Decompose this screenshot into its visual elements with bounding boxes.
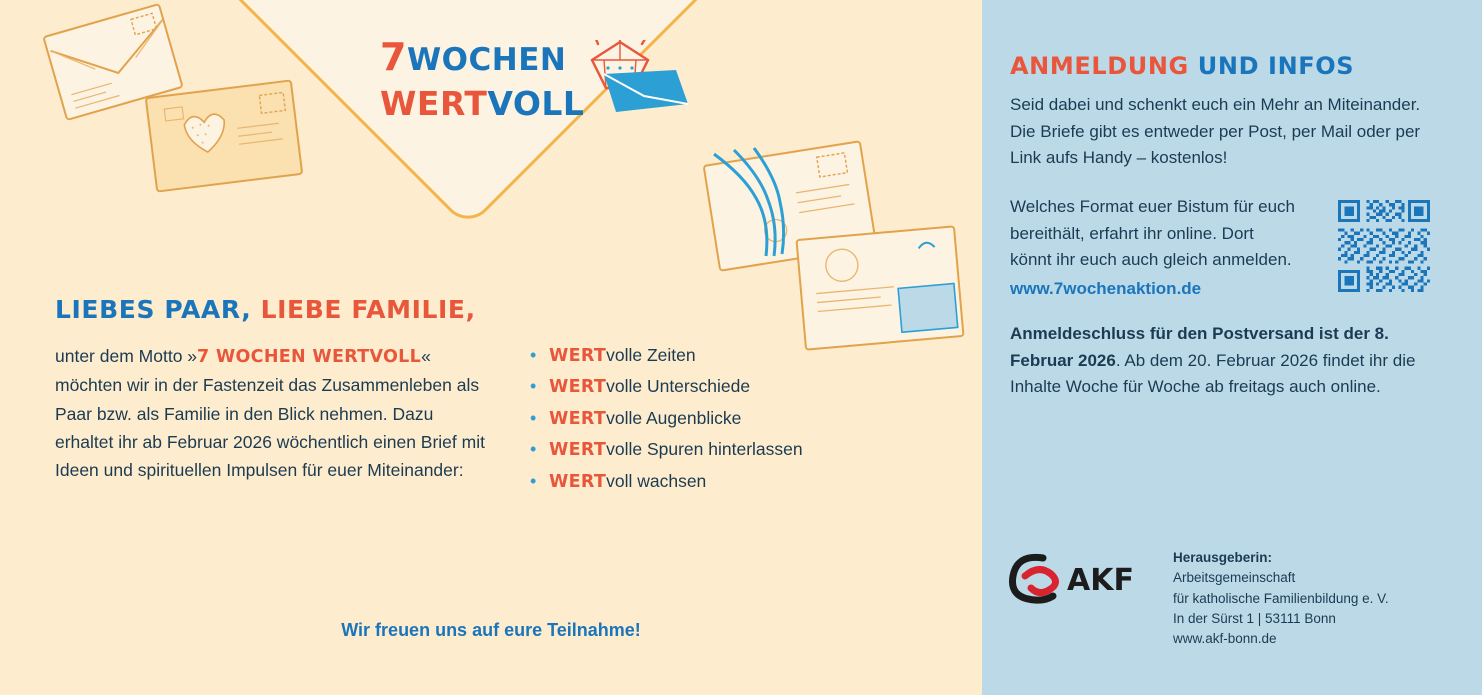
signup-title-blue: UND INFOS	[1197, 52, 1355, 80]
imprint-label: Herausgeberin:	[1173, 550, 1273, 565]
deadline-text	[1010, 321, 1450, 401]
bullet-rest: voll wachsen	[606, 470, 707, 491]
page-title-part2: LIEBE FAMILIE,	[260, 295, 476, 324]
list-item	[528, 436, 948, 464]
bullet-rest: volle Unterschiede	[606, 376, 751, 397]
deadline-bold: Anmeldeschluss für den Postversand ist der 8. Februar 2026	[1010, 323, 1389, 370]
intro-rest: möchten wir in der Fastenzeit das Zusammenleben als Paar bzw. als Familie in den Blick nehmen. Dazu erhaltet ihr ab Februar 2026 wöchentlich einen Brief mit Ideen und spirituellen Impulsen für euer Miteinander:	[55, 375, 485, 481]
deadline-rest: . Ab dem 20. Februar 2026 findet ihr die Inhalte Woche für Woche ab freitags auch online.	[1010, 350, 1416, 397]
bullet-bold: WERT	[549, 440, 607, 461]
akf-wordmark: AKF	[1067, 563, 1134, 598]
diamond-envelope-icon	[580, 40, 700, 118]
topics-list	[528, 342, 948, 499]
imprint-line-2: für katholische Familienbildung e. V.	[1173, 590, 1389, 606]
logo-voll: VOLL	[487, 84, 585, 123]
format-info-text	[1010, 194, 1300, 303]
page-title-part1: LIEBES PAAR,	[55, 295, 252, 324]
bullet-rest: volle Spuren hinterlassen	[606, 439, 803, 460]
imprint-block	[1173, 548, 1389, 649]
bullet-bold: WERT	[549, 346, 607, 366]
bullet-bold: WERT	[549, 377, 607, 398]
list-item	[528, 468, 948, 496]
signup-paragraph-1: Seid dabei und schenkt euch ein Mehr an Miteinander. Die Briefe gibt es entweder per Post, per Mail oder per Link aufs Handy – kostenlos!	[1010, 95, 1421, 168]
imprint-line-3: In der Sürst 1 | 53111 Bonn	[1173, 610, 1336, 626]
list-item	[528, 342, 948, 370]
qr-code[interactable]	[1338, 200, 1430, 292]
publisher-footer	[1005, 538, 1475, 658]
list-item	[528, 405, 948, 433]
envelope-2-details	[147, 82, 301, 191]
closing-line: Wir freuen uns auf eure Teilnahme!	[341, 620, 641, 640]
bullet-rest: volle Zeiten	[606, 345, 696, 365]
bullet-bold: WERT	[549, 408, 607, 429]
intro-before: unter dem Motto	[55, 346, 188, 366]
logo-wochen: WOCHEN	[406, 42, 567, 78]
page-title	[55, 295, 476, 324]
imprint-line-1: Arbeitsgemeinschaft	[1173, 570, 1296, 586]
envelope-illustration-2	[145, 79, 304, 192]
envelope-4-svg	[798, 227, 967, 353]
signup-title	[1010, 52, 1442, 80]
bullet-bold: WERT	[549, 471, 607, 492]
bullet-rest: volle Augenblicke	[606, 407, 742, 428]
campaign-logo	[380, 35, 680, 148]
list-item	[528, 373, 948, 401]
envelope-illustration-4	[795, 225, 964, 351]
logo-wert: WERT	[380, 84, 488, 123]
imprint-line-4: www.akf-bonn.de	[1173, 631, 1277, 646]
format-info-paragraph: Welches Format euer Bistum für euch bereithält, erfahrt ihr online. Dort könnt ihr euch auch gleich anmelden.	[1010, 197, 1296, 270]
format-info-block	[1010, 194, 1450, 303]
intro-paragraph	[55, 342, 485, 485]
intro-motto: 7 WOCHEN WERTVOLL	[197, 347, 422, 367]
akf-logo	[1005, 546, 1155, 608]
quote-open: »	[187, 346, 198, 366]
signup-link[interactable]: www.7wochenaktion.de	[1010, 279, 1202, 299]
signup-title-orange: ANMELDUNG	[1010, 52, 1189, 80]
logo-number: 7	[380, 35, 407, 79]
quote-close: «	[421, 346, 431, 366]
envelope-2-svg	[147, 82, 301, 191]
